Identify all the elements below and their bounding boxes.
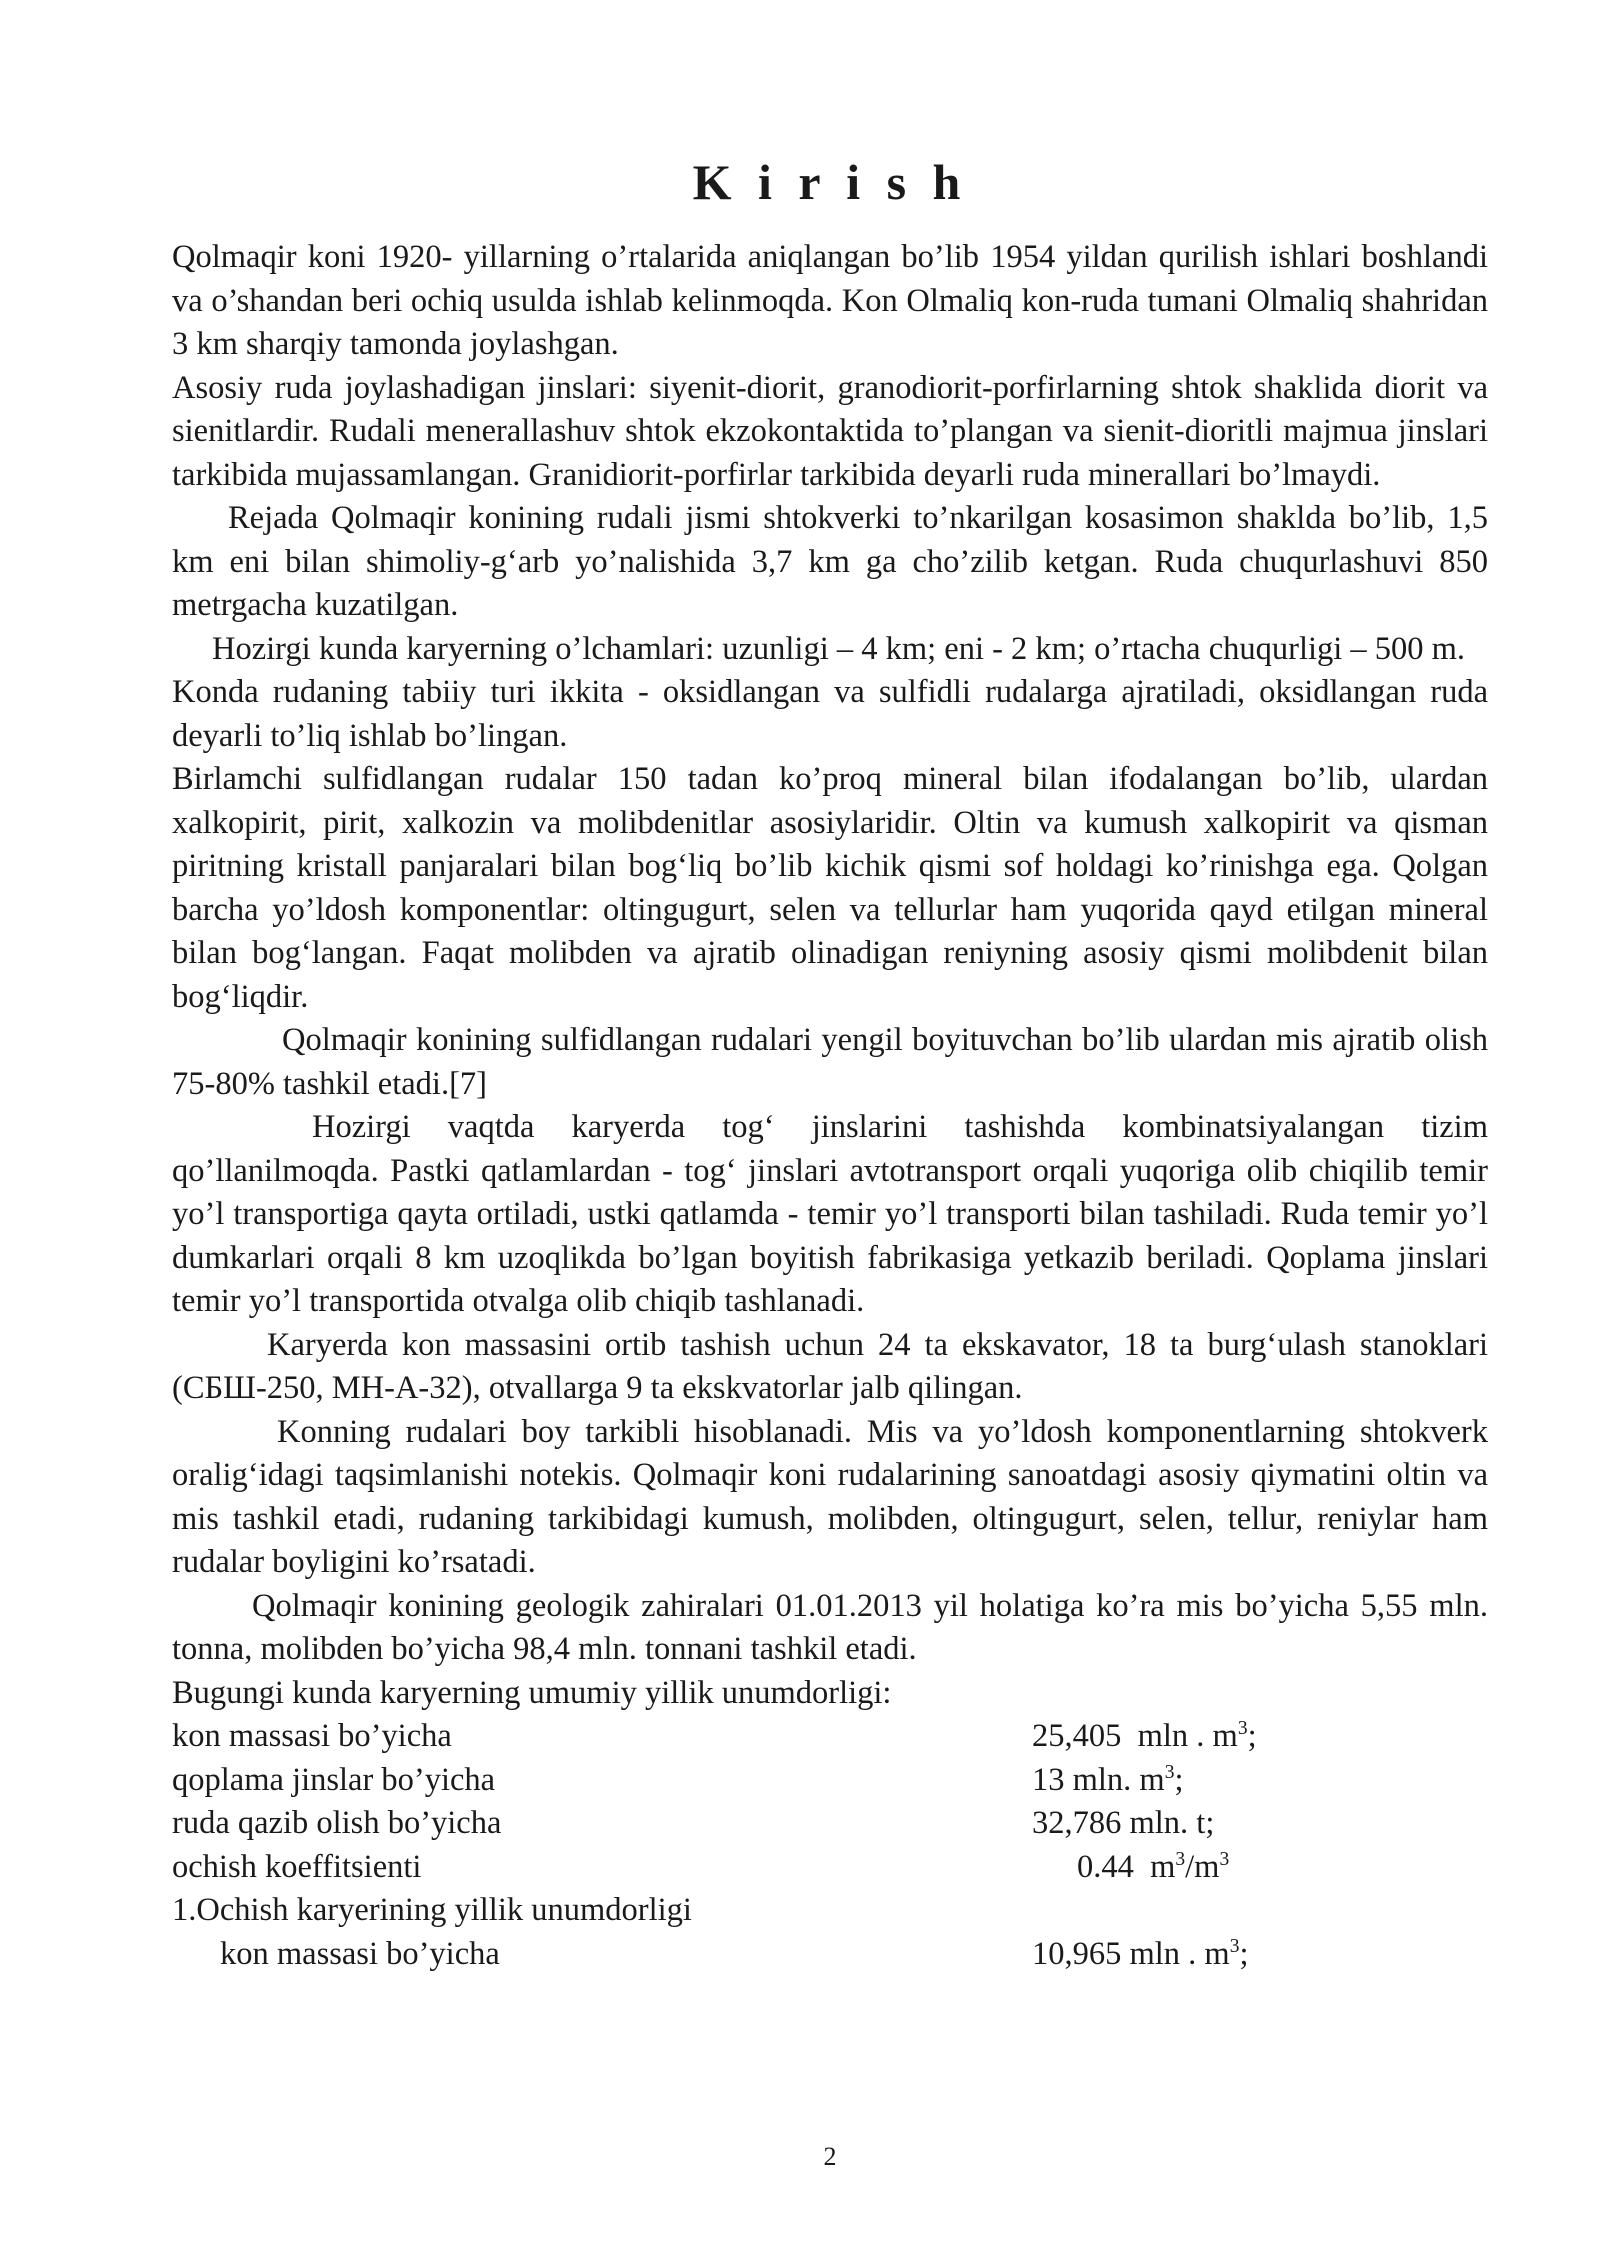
stat-row (172, 1802, 1488, 1846)
stat-value: 13 mln. $m^3$; (1032, 1761, 1184, 1798)
paragraph: Birlamchi sulfidlangan rudalar 150 tadan ko’proq mineral bilan ifodalangan bo’lib, ulardan xalkopirit, pirit, xalkozin va molibdenitlar asosiylaridir. Oltin va kumush xalkopirit va qisman piritning kristall panjaralari bilan bog‘liq bo’lib kichik qismi sof holdagi ko’rinishga ega. Qolgan barcha yo’ldosh komponentlar: oltingugurt, selen va tellurlar ham yuqorida qayd etilgan mineral bilan bog‘langan. Faqat molibden va ajratib olinadigan reniyning asosiy qismi molibdenit bilan bog‘liqdir. (172, 761, 1488, 1015)
paragraph: Konning rudalari boy tarkibli hisoblanadi. Mis va yo’ldosh komponentlarning shtokverk oralig‘idagi taqsimlanishi notekis. Qolmaqir koni rudalarining sanoatdagi asosiy qiymatini oltin va mis tashkil etadi, rudaning tarkibidagi kumush, molibden, oltingugurt, selen, tellur, reniylar ham rudalar boyligini ko’rsatadi. (172, 1413, 1488, 1580)
stat-value: 0.44 $m^3/m^3$ (1077, 1848, 1230, 1885)
stat-row (172, 1846, 1488, 1890)
paragraph: Qolmaqir konining geologik zahiralari 01.01.2013 yil holatiga ko’ra mis bo’yicha 5,55 mln. tonna, molibden bo’yicha 98,4 mln. tonnani tashkil etadi. (172, 1587, 1488, 1667)
stat-row (172, 1759, 1488, 1803)
stat-label: ochish koeffitsienti (172, 1848, 422, 1885)
paragraph: Hozirgi kunda karyerning o’lchamlari: uzunligi – 4 km; eni - 2 km; o’rtacha chuqurligi – 500 m. (212, 630, 1466, 667)
paragraph: Qolmaqir koni 1920- yillarning o’rtalarida aniqlangan bo’lib 1954 yildan qurilish ishlari boshlandi va o’shandan beri ochiq usulda ishlab kelinmoqda. Kon Olmaliq kon-ruda tumani Olmaliq shahridan 3 km sharqiy tamonda joylashgan. (172, 239, 1488, 362)
stat-label: kon massasi bo’yicha (172, 1718, 452, 1754)
stat-label: ruda qazib olish bo’yicha (172, 1805, 502, 1841)
stat-value: 32,786 mln. t; (1032, 1805, 1215, 1841)
paragraph: Karyerda kon massasini ortib tashish uchun 24 ta ekskavator, 18 ta burg‘ulash stanoklari (СБШ-250, МН-А-32), otvallarga 9 ta ekskvatorlar jalb qilingan. (172, 1326, 1488, 1406)
paragraph: Asosiy ruda joylashadigan jinslari: siyenit-diorit, granodiorit-porfirlarning shtok shaklida diorit va sienitlardir. Rudali menerallashuv shtok ekzokontaktida to’plangan va sienit-dioritli majmua jinslari tarkibida mujassamlangan. Granidiorit-porfirlar tarkibida deyarli ruda minerallari bo’lmaydi. (172, 369, 1488, 493)
stat-label: kon massasi bo’yicha (220, 1935, 500, 1972)
paragraph: Konda rudaning tabiiy turi ikkita - oksidlangan va sulfidli rudalarga ajratiladi, oksidlangan ruda deyarli to’liq ishlab bo’lingan. (172, 674, 1488, 754)
page-title: K i r i s h (692, 154, 968, 210)
page-number: 2 (823, 2142, 837, 2171)
paragraph: Bugungi kunda karyerning umumiy yillik unumdorligi: (172, 1674, 892, 1711)
stat-row (172, 1715, 1488, 1759)
stat-label: qoplama jinslar bo’yicha (172, 1761, 496, 1798)
paragraph: Hozirgi vaqtda karyerda tog‘ jinslarini tashishda kombinatsiyalangan tizim qo’llanilmoqda. Pastki qatlamlardan - tog‘ jinslari avtotransport orqali yuqoriga olib chiqilib temir yo’l transportiga qayta ortiladi, ustki qatlamda - temir yo’l transporti bilan tashiladi. Ruda temir yo’l dumkarlari orqali 8 km uzoqlikda bo’lgan boyitish fabrikasiga yetkazib beriladi. Qoplama jinslari temir yo’l transportida otvalga olib chiqib tashlanadi. (172, 1109, 1488, 1319)
document-page (172, 150, 1488, 1976)
section-heading: 1.Ochish karyerining yillik unumdorligi (172, 1892, 692, 1928)
paragraph: Rejada Qolmaqir konining rudali jismi shtokverki to’nkarilgan kosasimon shaklda bo’lib, 1,5 km eni bilan shimoliy-g‘arb yo’nalishida 3,7 km ga cho’zilib ketgan. Ruda chuqurlashuvi 850 metrgacha kuzatilgan. (172, 500, 1488, 623)
stat-value: 10,965 mln . $m^3$; (1032, 1935, 1249, 1972)
paragraph: Qolmaqir konining sulfidlangan rudalari yengil boyituvchan bo’lib ulardan mis ajratib olish 75-80% tashkil etadi.[7] (172, 1022, 1488, 1102)
stat-row (172, 1933, 1488, 1977)
stat-value: 25,405 mln . $m^3$; (1032, 1718, 1257, 1754)
